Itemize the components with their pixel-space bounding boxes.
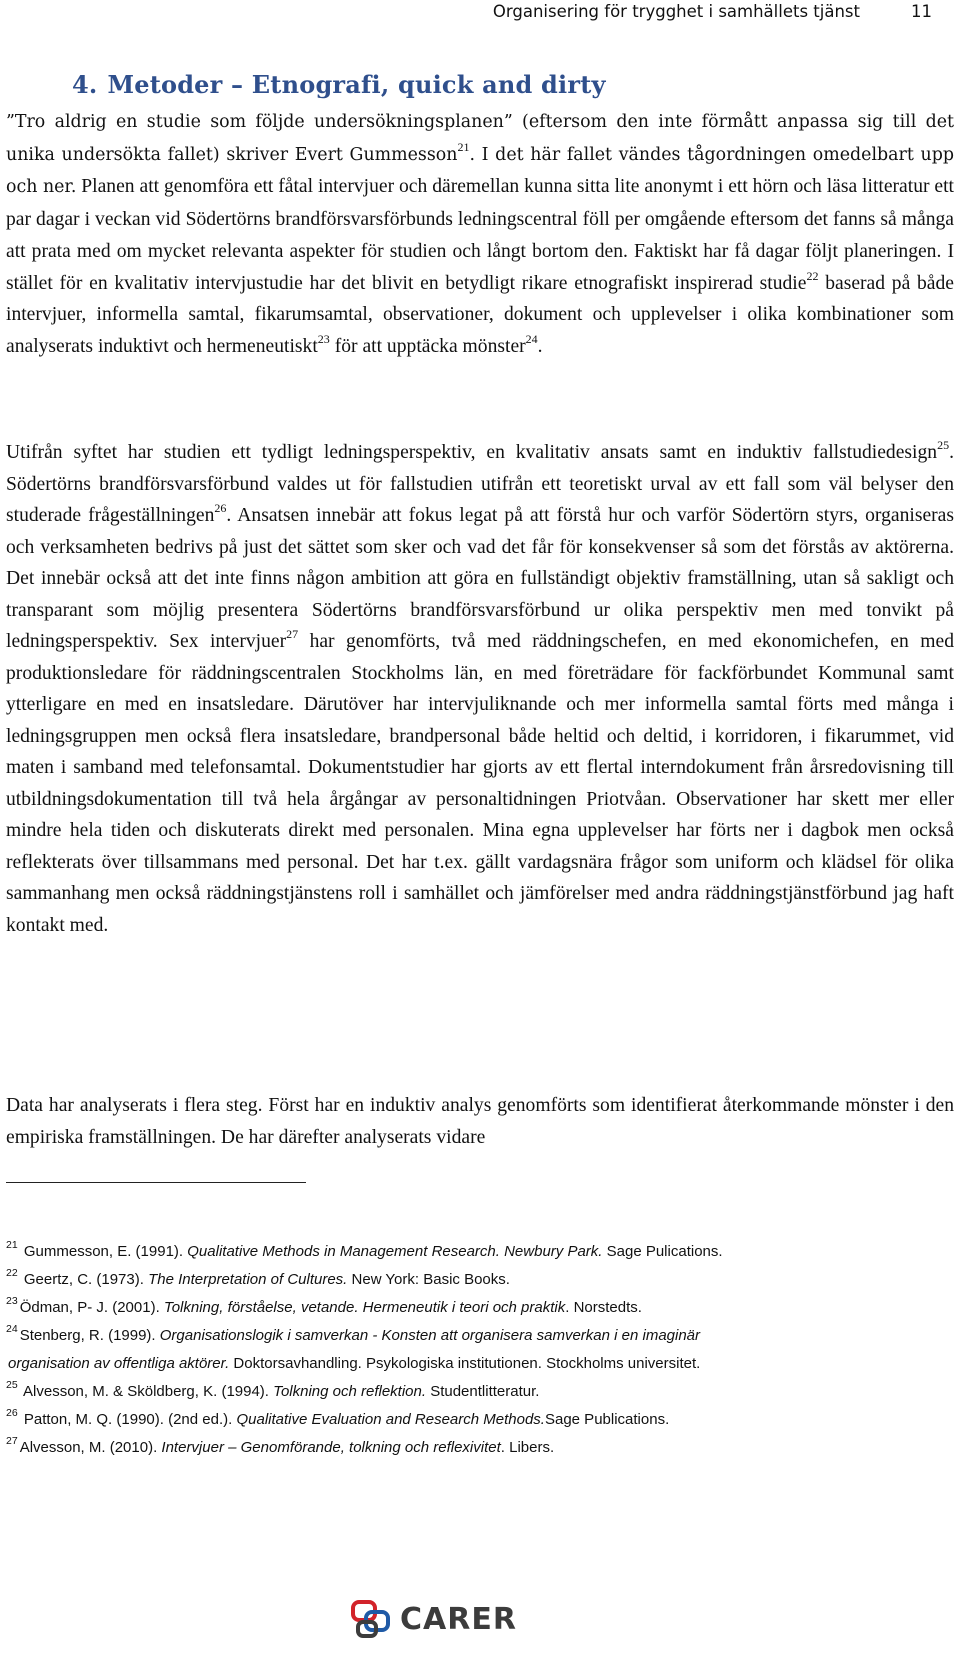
paragraph-3: [6, 1090, 954, 1153]
header-title: Organisering för trygghet i samhällets tjänst: [492, 2, 860, 21]
carer-logo: [350, 1598, 550, 1642]
footnote-text: Geertz, C. (1973).: [19, 1271, 149, 1288]
paragraph-2-s3: . Ansatsen innebär att fokus legat på att förstå hur och varför Södertörn styrs, organiseras och verksamheten bedrivs på just det sättet som sker och vad det får för konsekvenser så som det förstås av aktörerna. Det innebär också att det inte finns någon ambition att göra en fullständigt objektiv framställning, utan så sakligt och transparant som möjlig presentera Södertörns brandförsvarsförbund ur olika perspektiv men med tonvikt på ledningsperspektiv. Sex intervjuer: [6, 505, 954, 652]
footnote-separator: [6, 1182, 306, 1183]
footnote-ref-24[interactable]: 24: [525, 332, 538, 347]
paragraph-2-s1: Utifrån syftet har studien ett tydligt ledningsperspektiv, en kvalitativ ansats samt en induktiv fallstudiedesign: [6, 442, 938, 463]
footnote-continuation: [6, 1350, 954, 1378]
footnote-text: New York: Basic Books.: [347, 1271, 510, 1288]
footnote-text: Gummesson, E. (1991).: [19, 1243, 188, 1260]
paragraph-2-s2: . Södertörns brandförsvarsförbund valdes ut för fallstudien utifrån ett teoretiskt urval av ett fall som väl belyser den studerade frågeställningen: [6, 442, 954, 526]
footnote: [6, 1238, 954, 1266]
footnote-text: Stenberg, R. (1999).: [19, 1327, 160, 1344]
footnote-text: . Norstedts.: [565, 1299, 642, 1316]
logo-wordmark: CARER: [400, 1602, 517, 1637]
footnote-title: Intervjuer – Genomförande, tolkning och reflexivitet: [161, 1439, 501, 1456]
paragraph-1-s4: baserad på både intervjuer, informella samtal, fikarumsamtal, observationer, dokument och upplevelser i olika kombinationer som analyserats induktivt och hermeneutiskt: [6, 272, 954, 357]
footnote-text: Doktorsavhandling. Psykologiska institutionen. Stockholms universitet.: [229, 1355, 701, 1372]
footnote-title: Qualitative Evaluation and Research Methods.: [236, 1411, 545, 1428]
paragraph-1: [6, 106, 954, 363]
footnote-number: 26: [6, 1407, 18, 1419]
paragraph-3-text: Data har analyserats i flera steg. Först har en induktiv analys genomförts som identifierat återkommande mönster i den empiriska framställningen. De har därefter analyserats vidare: [6, 1095, 954, 1148]
carer-logo-icon: [350, 1598, 396, 1642]
footnote-text: . Libers.: [500, 1439, 555, 1456]
paragraph-1-s6: .: [537, 335, 543, 357]
footnote-ref-25[interactable]: 25: [937, 438, 950, 453]
footnote-title: organisation av offentliga aktörer.: [8, 1355, 230, 1372]
footnotes: [6, 1238, 954, 1462]
footnote: [6, 1406, 954, 1434]
footnote: [6, 1266, 954, 1294]
footnote-text: Sage Pulications.: [602, 1243, 723, 1260]
footnote-number: 27: [6, 1435, 18, 1447]
footnote: [6, 1434, 954, 1462]
section-number: 4.: [72, 70, 98, 99]
paragraph-2-s4: har genomförts, två med räddningschefen, en med ekonomichefen, en med produktionsledare för räddningscentralen Stockholms län, en med företrädare för fackförbundet Kommunal samt ytterligare en med en insatsledare. Därutöver har intervjuliknande och mer informella samtal förts med många i ledningsgruppen men också flera insatsledare, brandpersonal både heltid och deltid, i korridoren, i fikarummet, vid maten i samband med telefonsamtal. Dokumentstudier har gjorts av ett flertal interndokument från årsredovisning till utbildningsdokumentation till två hela årgångar av personaltidningen Priotvåan. Observationer har skett mer eller mindre hela tiden och diskuterats direkt med personalen. Mina egna upplevelser har förts ner i dagbok men också reflekterats över tillsammans med personal. Det har t.ex. gällt vardagsnära frågor som uniform och klädsel för olika sammanhang men också räddningstjänstens roll i samhället och jämförelser med andra räddningstjänstförbund jag haft kontakt med.: [6, 631, 954, 936]
footnote-number: 22: [6, 1267, 18, 1279]
page-number: 11: [911, 2, 932, 21]
footnote-ref-23[interactable]: 23: [317, 332, 330, 347]
footnote-text: Alvesson, M. & Sköldberg, K. (1994).: [19, 1383, 274, 1400]
section-heading: [72, 70, 606, 99]
paragraph-1-s2: . I det här fallet vändes tågordningen omedelbart upp och ner.: [6, 144, 954, 198]
footnote-ref-27[interactable]: 27: [286, 627, 299, 642]
footnote: [6, 1294, 954, 1322]
footnote-text: Patton, M. Q. (1990). (2nd ed.).: [19, 1411, 237, 1428]
footnote-title: Organisationslogik i samverkan - Konsten att organisera samverkan i en imaginär: [159, 1327, 701, 1344]
footnote-text: Sage Publications.: [544, 1411, 670, 1428]
footnote-number: 21: [6, 1239, 18, 1251]
footnote-text: Ödman, P- J. (2001).: [19, 1299, 164, 1316]
footnote-title: Tolkning och reflektion.: [273, 1383, 427, 1400]
paragraph-1-s3: Planen att genomföra ett fåtal intervjuer och däremellan kunna sitta lite anonymt i ett hörn och läsa litteratur ett par dagar i veckan vid Södertörns brandförsvarsförbunds ledningscentral föll per omgående eftersom det fanns så många att prata med om mycket relevanta aspekter för studien och långt bortom den. Faktiskt har få dagar följt planeringen. I stället för en kvalitativ intervjustudie har det blivit en betydligt rikare etnografiskt inspirerad studie: [6, 176, 954, 294]
footnote-number: 24: [6, 1323, 18, 1335]
footnote-number: 23: [6, 1295, 18, 1307]
footnote-ref-22[interactable]: 22: [806, 268, 819, 283]
footnote-title: Tolkning, förståelse, vetande. Hermeneutik i teori och praktik: [163, 1299, 566, 1316]
footnote-title: The Interpretation of Cultures.: [148, 1271, 348, 1288]
paragraph-1-s1: ”Tro aldrig en studie som följde undersökningsplanen” (eftersom den inte förmått anpassa sig till det unika undersökta fallet) skriver Evert Gummesson: [6, 112, 954, 165]
footnote: [6, 1378, 954, 1406]
footnote-title: Qualitative Methods in Management Research. Newbury Park.: [187, 1243, 603, 1260]
footnote-ref-26[interactable]: 26: [214, 501, 227, 516]
footnote-text: Alvesson, M. (2010).: [19, 1439, 162, 1456]
footnote-ref-21[interactable]: 21: [457, 140, 470, 155]
running-header: [0, 2, 932, 28]
footnote-number: 25: [6, 1379, 18, 1391]
footnote: [6, 1322, 954, 1350]
section-title: Metoder – Etnografi, quick and dirty: [107, 70, 606, 99]
footnote-text: Studentlitteratur.: [426, 1383, 540, 1400]
paragraph-2: [6, 437, 954, 941]
paragraph-1-s5: för att upptäcka mönster: [329, 335, 526, 357]
